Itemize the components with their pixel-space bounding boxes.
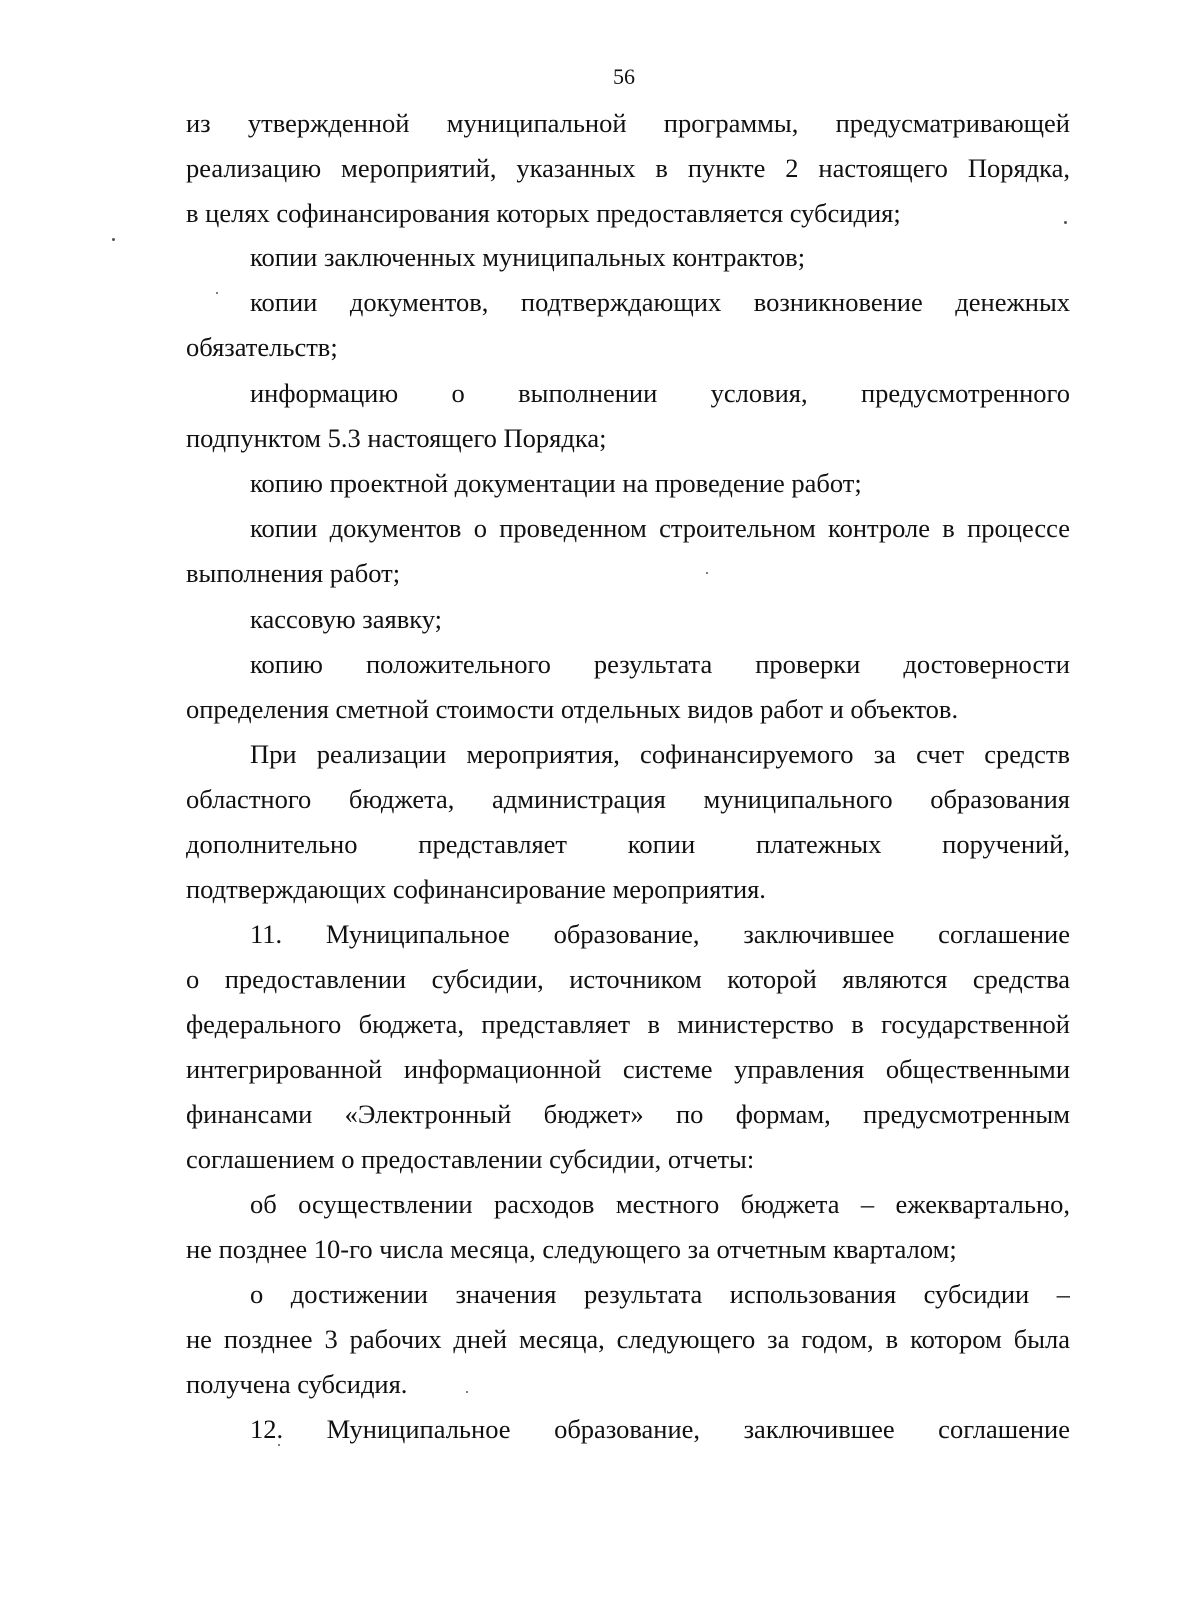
text-line: в целях софинансирования которых предоставляется субсидия; — [186, 198, 901, 228]
text-line: соглашением о предоставлении субсидии, отчеты: — [186, 1144, 755, 1174]
text-line: копии документов о проведенном строительном контроле в процессе — [250, 513, 1070, 543]
text-line: о достижении значения результата использования субсидии – — [250, 1279, 1070, 1309]
text-line: обязательств; — [186, 332, 338, 362]
text-line: подпунктом 5.3 настоящего Порядка; — [186, 423, 607, 453]
text-line: дополнительно представляет копии платежных поручений, — [186, 829, 1070, 859]
scan-speck — [112, 238, 115, 241]
text-line: о предоставлении субсидии, источником которой являются средства — [186, 964, 1070, 994]
text-line: выполнения работ; — [186, 558, 401, 588]
text-line: подтверждающих софинансирование мероприятия. — [186, 874, 766, 904]
text-line: копию положительного результата проверки достоверности — [250, 649, 1070, 679]
text-line: федерального бюджета, представляет в министерство в государственной — [186, 1009, 1070, 1039]
text-line: копии документов, подтверждающих возникновение денежных — [250, 287, 1070, 317]
text-line: 11. Муниципальное образование, заключившее соглашение — [250, 919, 1070, 949]
scan-speck — [278, 1444, 280, 1446]
text-line: финансами «Электронный бюджет» по формам, предусмотренным — [186, 1099, 1070, 1129]
text-line: копии заключенных муниципальных контрактов; — [250, 242, 806, 272]
scan-speck — [216, 292, 218, 294]
text-line: информацию о выполнении условия, предусмотренного — [250, 378, 1070, 408]
text-line: получена субсидия. — [186, 1369, 408, 1399]
text-line: кассовую заявку; — [250, 604, 442, 634]
scan-speck — [706, 572, 708, 574]
text-line: определения сметной стоимости отдельных видов работ и объектов. — [186, 694, 959, 724]
text-line: интегрированной информационной системе управления общественными — [186, 1054, 1070, 1084]
text-line: При реализации мероприятия, софинансируемого за счет средств — [250, 739, 1070, 769]
scan-speck — [1064, 221, 1067, 224]
page-number: 56 — [613, 64, 635, 89]
text-line: реализацию мероприятий, указанных в пункте 2 настоящего Порядка, — [186, 153, 1070, 183]
text-line: 12. Муниципальное образование, заключившее соглашение — [250, 1414, 1070, 1444]
text-line: не позднее 10-го числа месяца, следующего за отчетным кварталом; — [186, 1234, 957, 1264]
text-line: об осуществлении расходов местного бюджета – ежеквартально, — [250, 1189, 1070, 1219]
text-line: копию проектной документации на проведение работ; — [250, 468, 862, 498]
text-line: не позднее 3 рабочих дней месяца, следующего за годом, в котором была — [186, 1324, 1070, 1354]
text-line: областного бюджета, администрация муниципального образования — [186, 784, 1070, 814]
scan-speck — [466, 1391, 468, 1393]
text-line: из утвержденной муниципальной программы, предусматривающей — [186, 108, 1070, 138]
